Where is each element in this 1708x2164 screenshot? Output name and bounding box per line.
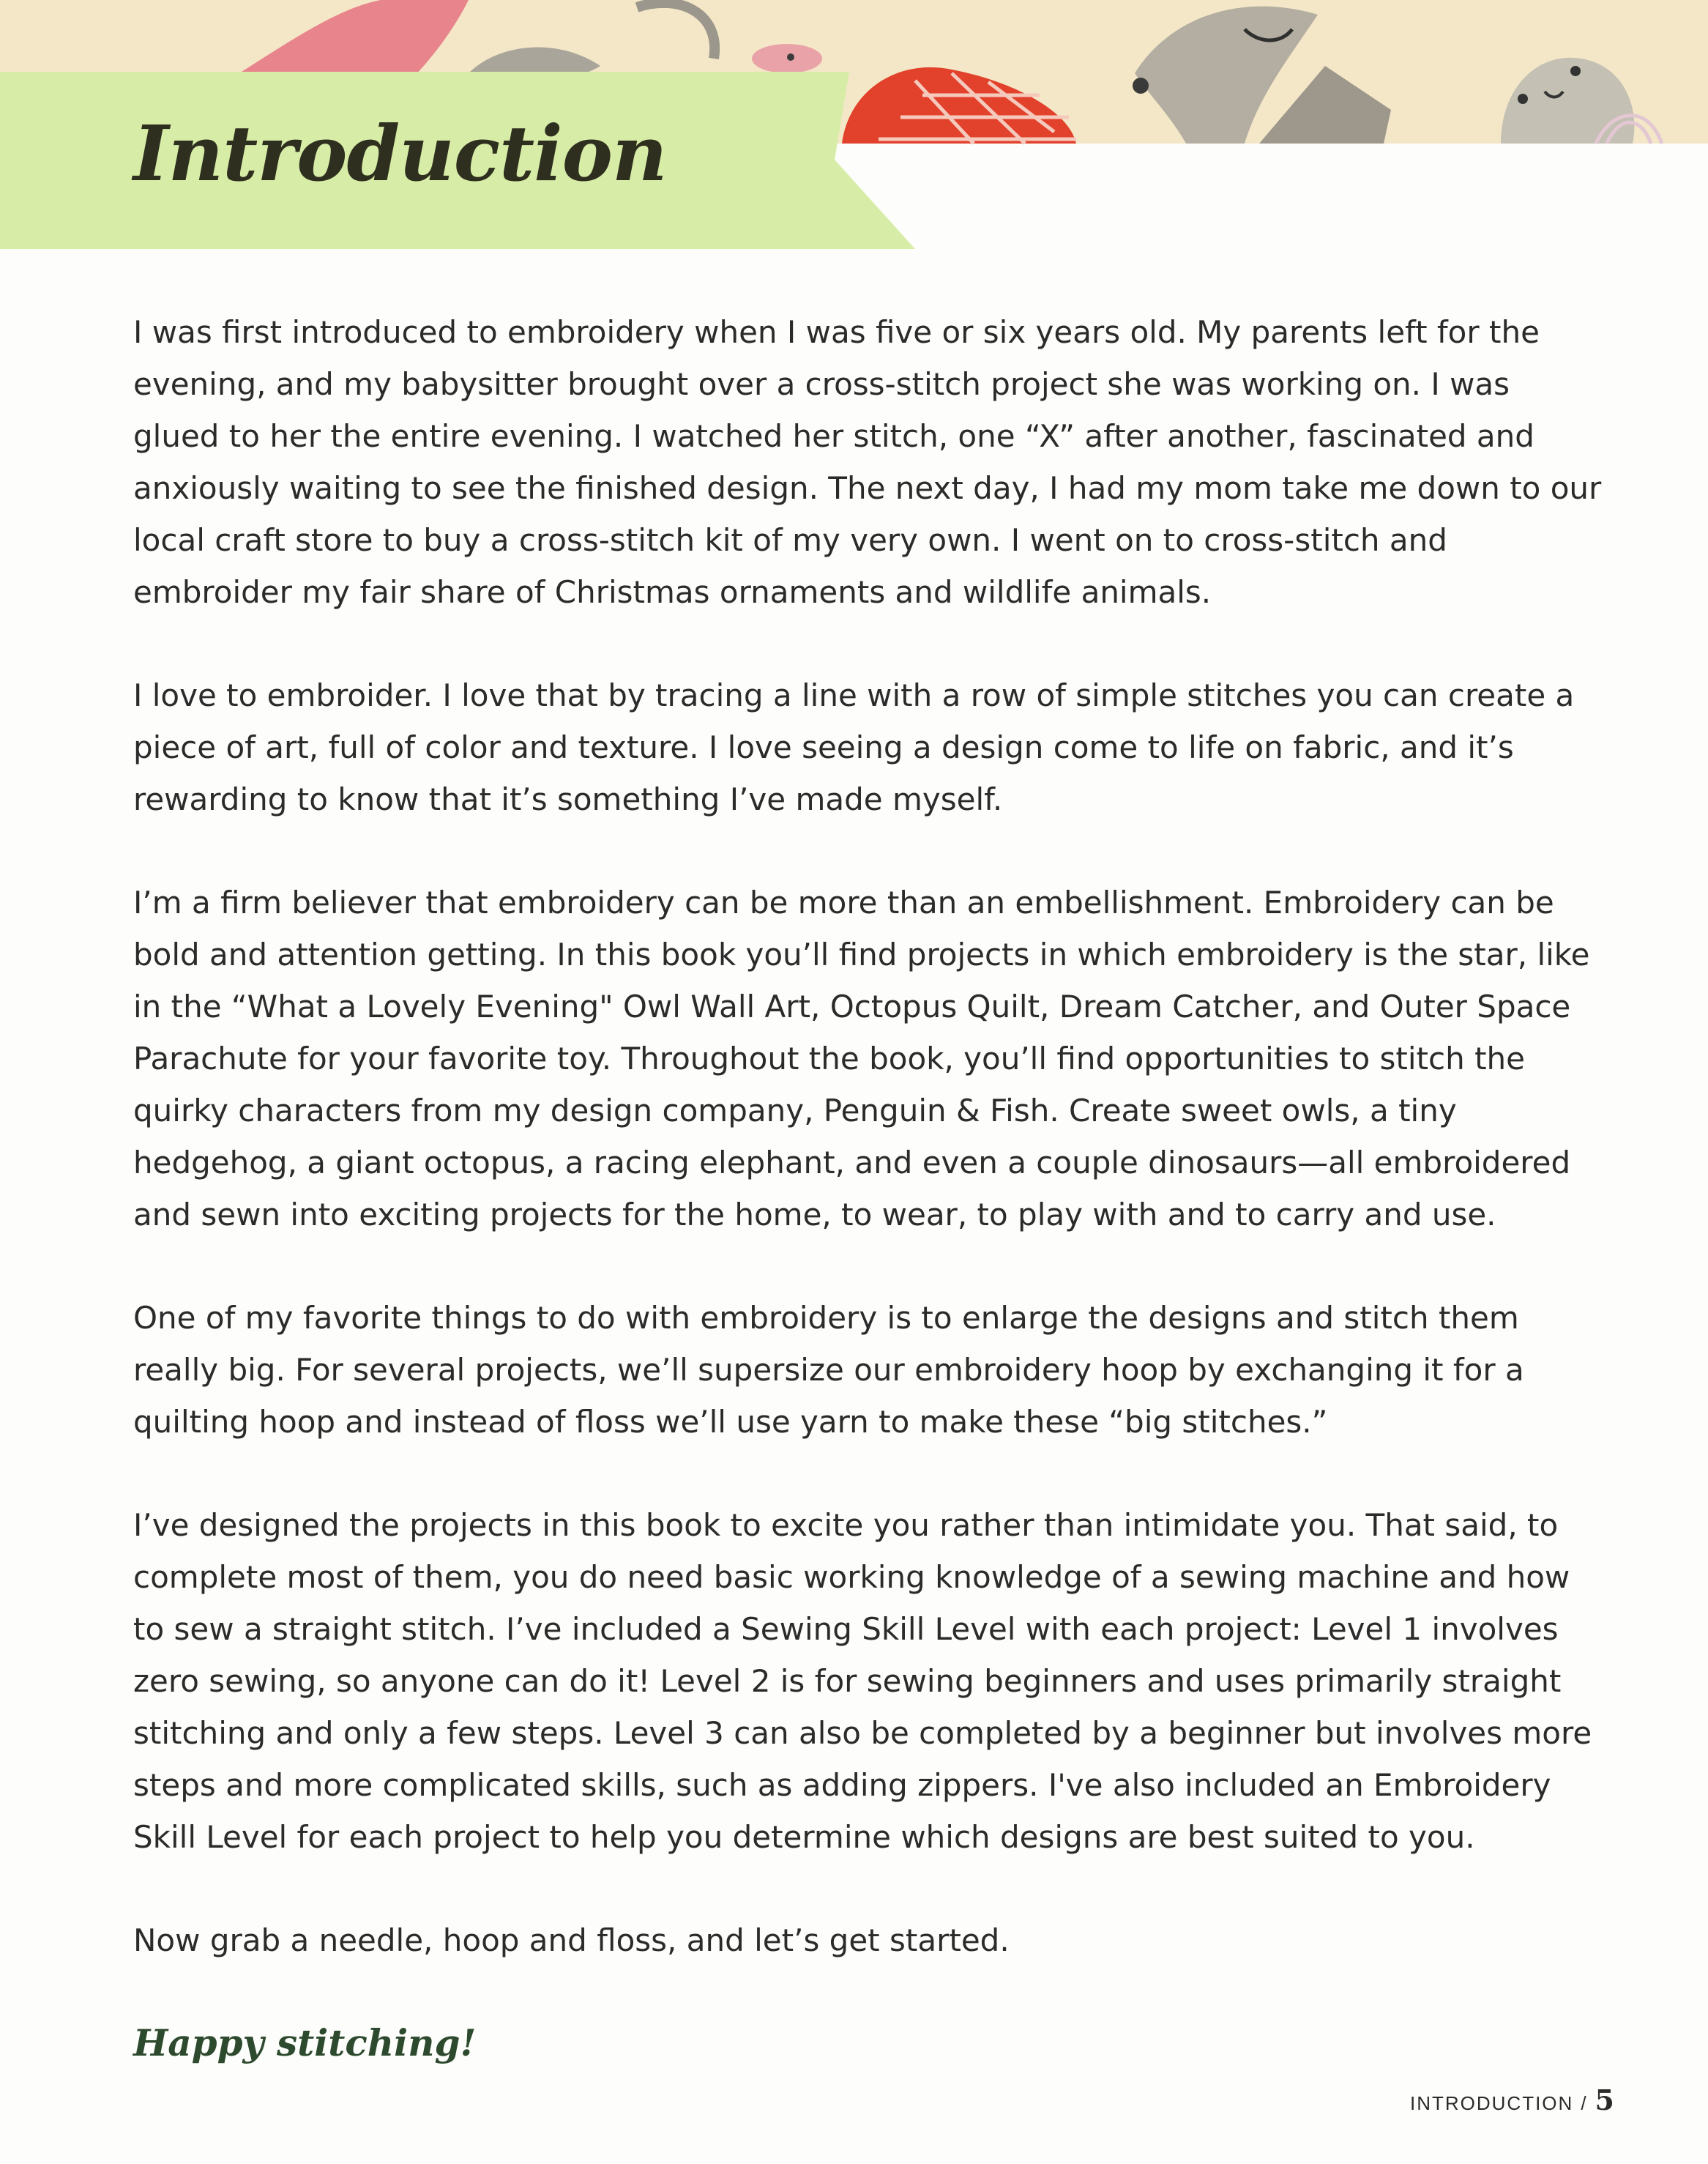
page-number: 5 <box>1595 2083 1614 2116</box>
paragraph: One of my favorite things to do with embroidery is to enlarge the designs and stitch them really big. For several projects, we’ll supersize our embroidery hoop by exchanging it for a quilting hoop and instead of floss we’ll use yarn to make these “big stitches.” <box>133 1300 1524 1440</box>
footer-separator: / <box>1581 2092 1588 2114</box>
paragraph: I’ve designed the projects in this book to excite you rather than intimidate you. That said, to complete most of them, you do need basic working knowledge of a sewing machine and how to sew a straight stitch. I’ve included a Sewing Skill Level with each project: Level 1 involves zero sewing, so anyone can do it! Level 2 is for sewing beginners and uses primarily straight stitching and only a few steps. Level 3 can also be completed by a beginner but involves more steps and more complicated skills, such as adding zippers. I've also included an Embroidery Skill Level for each project to help you determine which designs are best suited to you. <box>133 1507 1592 1855</box>
paragraph: I love to embroider. I love that by tracing a line with a row of simple stitches you can create a piece of art, full of color and texture. I love seeing a design come to life on fabric, and it’s rewarding to know that it’s something I’ve made myself. <box>133 677 1575 817</box>
page-title: Introduction <box>133 108 667 198</box>
paragraph: I’m a firm believer that embroidery can be more than an embellishment. Embroidery can be bold and attention getting. In this book you’ll find projects in which embroidery is the star, like in the “What a Lovely Evening" Owl Wall Art, Octopus Quilt, Dream Catcher, and Outer Space Parachute for your favorite toy. Throughout the book, you’ll find opportunities to stitch the quirky characters from my design company, Penguin & Fish. Create sweet owls, a tiny hedgehog, a giant octopus, a racing elephant, and even a couple dinosaurs—all embroidered and sewn into exciting projects for the home, to wear, to play with and to carry and use. <box>133 885 1590 1232</box>
page-footer <box>1410 2083 1614 2116</box>
signoff: Happy stitching! <box>133 2021 477 2064</box>
paragraph: Now grab a needle, hoop and floss, and let’s get started. <box>133 1922 1010 1958</box>
footer-section-label: INTRODUCTION <box>1409 2092 1574 2114</box>
paragraph: I was first introduced to embroidery when I was five or six years old. My parents left for the evening, and my babysitter brought over a cross-stitch project she was working on. I was glued to her the entire evening. I watched her stitch, one “X” after another, fascinated and anxiously waiting to see the finished design. The next day, I had my mom take me down to our local craft store to buy a cross-stitch kit of my very own. I went on to cross-stitch and embroider my fair share of Christmas ornaments and wildlife animals. <box>133 314 1602 610</box>
body-text <box>133 306 1605 2018</box>
